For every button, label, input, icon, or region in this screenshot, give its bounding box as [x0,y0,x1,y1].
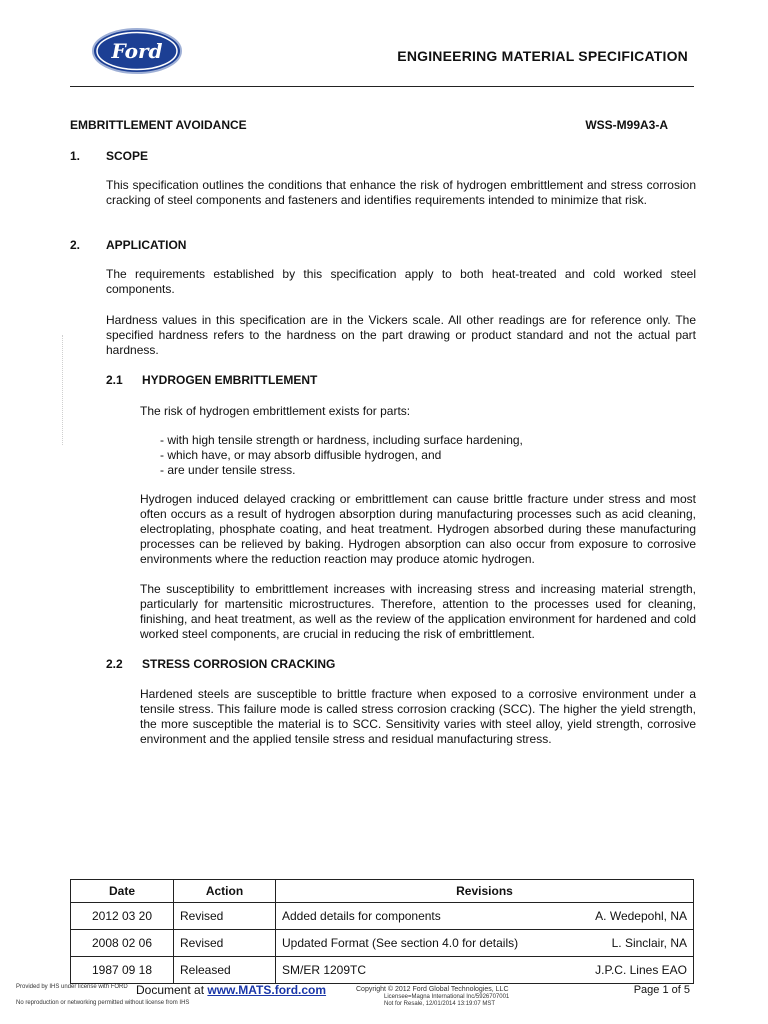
revision-author: L. Sinclair, NA [611,936,687,950]
hydrogen-paragraph-1: Hydrogen induced delayed cracking or embrittlement can cause brittle fracture under stress and most often occurs as a result of hydrogen absorption during manufacturing processes such as acid cleaning, electroplating, phosphate coating, and heat treatment. Hydrogen absorbed during these manufacturing processes can be relieved by baking. Hydrogen absorption can also occur from exposure to corrosive environments where the reduction reaction may produce atomic hydrogen. [140,492,696,566]
hydrogen-paragraph-2: The susceptibility to embrittlement increases with increasing stress and increasing material strength, particularly for martensitic microstructures. Therefore, attention to the processes used for cleaning, finishing, and heat treatment, as well as the review of the application environment for hardened and cold worked steel components, are crucial in reducing the risk of embrittlement. [140,582,696,641]
footer-document-link [136,983,326,997]
revision-date: 1987 09 18 [71,957,174,984]
application-paragraph-1: The requirements established by this specification apply to both heat-treated and cold worked steel components. [106,267,696,296]
section-number: 2.1 [106,373,123,387]
footer-provided-by: Provided by IHS under license with FORD [16,984,128,990]
list-item: - which have, or may absorb diffusible hydrogen, and [160,448,523,463]
svg-text:Ford: Ford [111,39,163,63]
revision-action: Revised [174,930,276,957]
footer-copyright: Copyright © 2012 Ford Global Technologies, LLC [356,986,509,993]
section-number: 1. [70,149,81,163]
hydrogen-risk-list [160,433,523,478]
mats-link[interactable]: www.MATS.ford.com [207,983,327,997]
document-title: EMBRITTLEMENT AVOIDANCE [70,118,247,132]
column-header-revisions: Revisions [276,880,694,903]
section-title: HYDROGEN EMBRITTLEMENT [142,373,318,387]
footer-resale: Not for Resale, 12/01/2014 13:19:07 MST [384,1001,496,1007]
section-number: 2. [70,238,81,252]
revision-details [276,903,694,930]
application-paragraph-2: Hardness values in this specification are in the Vickers scale. All other readings are for reference only. The specified hardness refers to the hardness on the part drawing or product standard and not the actual part hardness. [106,313,696,357]
column-header-action: Action [174,880,276,903]
list-item: - with high tensile strength or hardness, including surface hardening, [160,433,523,448]
revision-text: SM/ER 1209TC [282,963,367,977]
column-header-date: Date [71,880,174,903]
footer-licensee: Licensee=Magna International Inc/5926707001 [384,994,510,1000]
section-hydrogen-heading [106,373,317,387]
ford-logo [92,28,182,74]
revision-details [276,957,694,984]
revision-date: 2012 03 20 [71,903,174,930]
revision-date: 2008 02 06 [71,930,174,957]
margin-marks [62,335,67,445]
section-application-heading [70,238,186,252]
scope-paragraph: This specification outlines the conditions that enhance the risk of hydrogen embrittlement and stress corrosion cracking of steel components and fasteners and identifies requirements intended to minimize that risk. [106,178,696,207]
page-number: Page 1 of 5 [633,984,690,996]
section-number: 2.2 [106,657,123,671]
table-header-row [71,880,694,903]
section-title: SCOPE [106,149,149,163]
revision-action: Revised [174,903,276,930]
section-scc-heading [106,657,335,671]
section-title: STRESS CORROSION CRACKING [142,657,336,671]
scc-paragraph: Hardened steels are susceptible to brittle fracture when exposed to a corrosive environment under a tensile stress. This failure mode is called stress corrosion cracking (SCC). The higher the yield strength, the more susceptible the material is to SCC. Sensitivity varies with steel alloy, yield strength, corrosive environment and the applied tensile stress and residual manufacturing stress. [140,687,696,746]
table-row [71,903,694,930]
revision-author: A. Wedepohl, NA [595,909,687,923]
revision-author: J.P.C. Lines EAO [595,963,687,977]
revision-action: Released [174,957,276,984]
table-row [71,957,694,984]
footer-no-reproduction: No reproduction or networking permitted without license from IHS [16,1000,190,1006]
table-row [71,930,694,957]
list-item: - are under tensile stress. [160,463,523,478]
header-divider [70,86,694,87]
header-title: ENGINEERING MATERIAL SPECIFICATION [397,48,688,64]
document-code: WSS-M99A3-A [585,118,668,132]
footer-link-prefix: Document at [136,983,205,997]
revisions-table [70,879,694,984]
revision-details [276,930,694,957]
hydrogen-intro: The risk of hydrogen embrittlement exists for parts: [140,404,411,418]
revision-text: Updated Format (See section 4.0 for details) [282,936,519,950]
section-scope-heading [70,149,148,163]
section-title: APPLICATION [106,238,187,252]
revision-text: Added details for components [282,909,441,923]
